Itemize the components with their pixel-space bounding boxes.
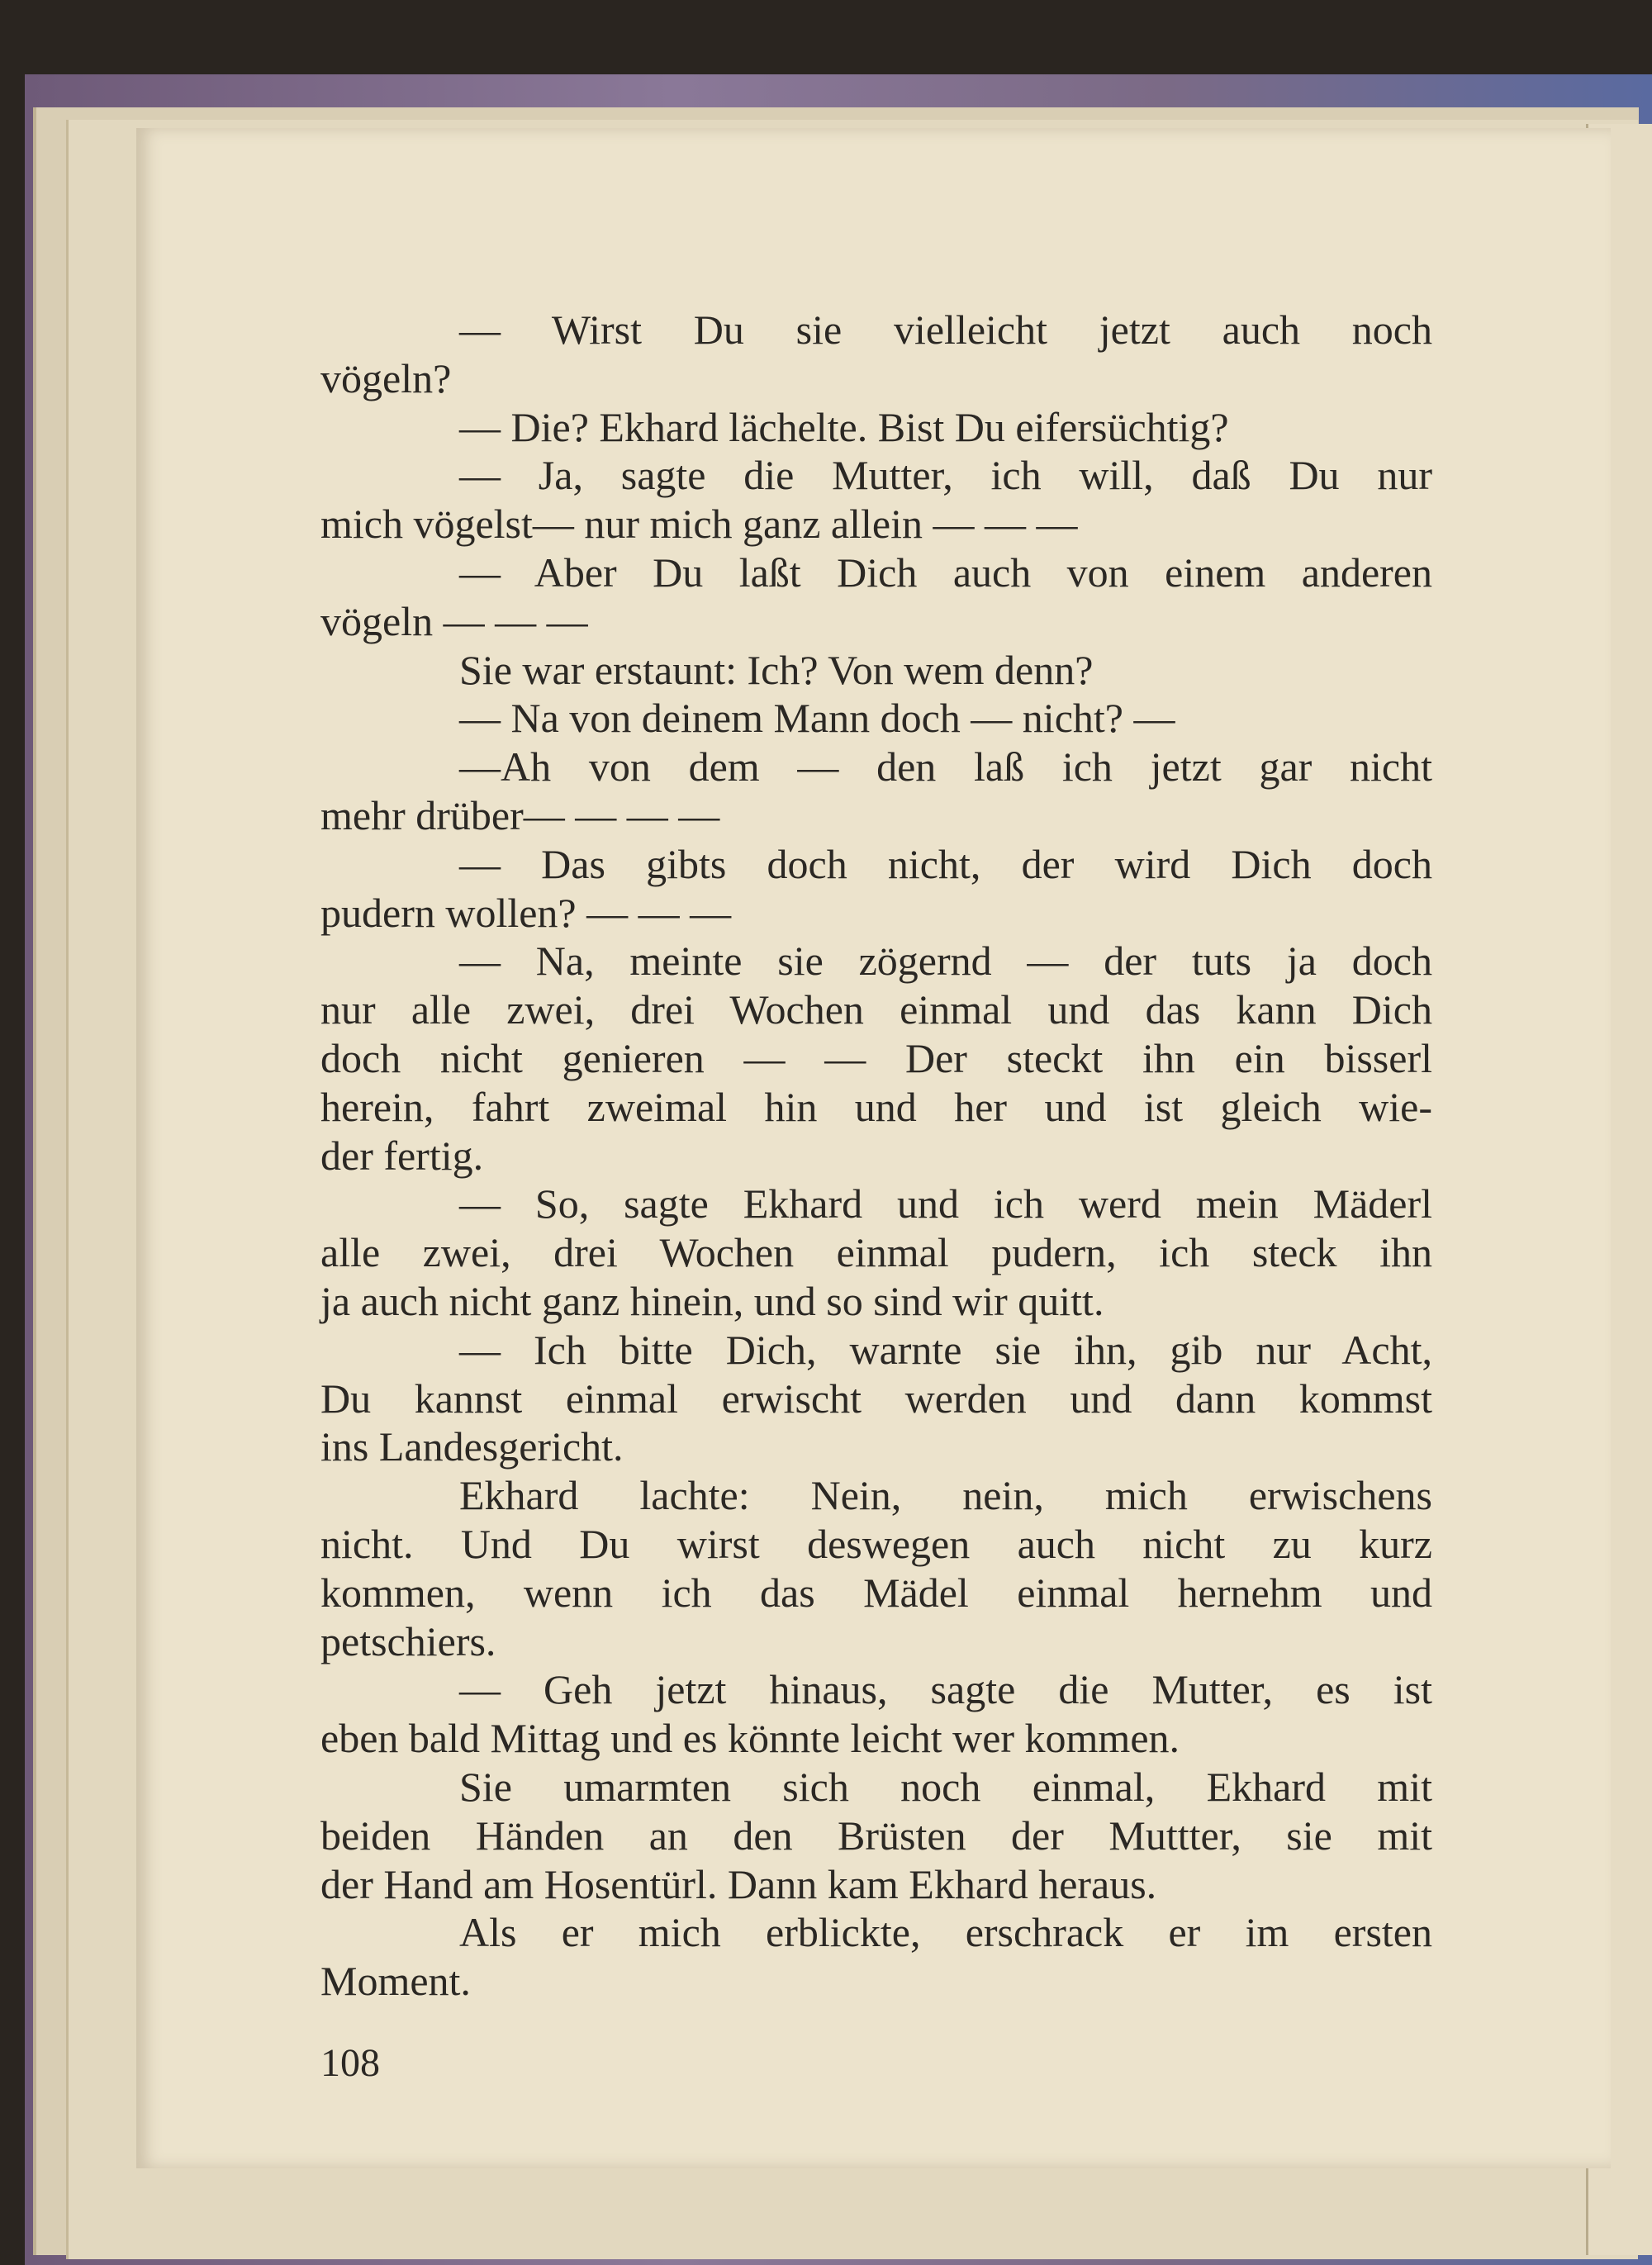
text-line: der Hand am Hosentürl. Dann kam Ekhard heraus.: [320, 1860, 1157, 1907]
text-line: Sie war erstaunt: Ich? Von wem denn?: [459, 646, 1094, 693]
text-line: Du kannst einmal erwischt werden und dann kommst: [320, 1375, 1432, 1422]
text-line: — Geh jetzt hinaus, sagte die Mutter, es ist: [459, 1666, 1432, 1713]
text-line: Moment.: [320, 1958, 471, 2005]
text-line: — Na, meinte sie zögernd — der tuts ja doch: [459, 938, 1432, 985]
text-line: —Ah von dem — den laß ich jetzt gar nicht: [459, 743, 1432, 791]
text-line: mich vögelst— nur mich ganz allein — — —: [320, 501, 1078, 548]
text-line: mehr drüber— — — —: [320, 791, 720, 838]
text-line: pudern wollen? — — —: [320, 889, 732, 936]
text-line: der fertig.: [320, 1132, 484, 1179]
text-line: Sie umarmten sich noch einmal, Ekhard mit: [459, 1763, 1432, 1810]
text-line: — So, sagte Ekhard und ich werd mein Mäderl: [459, 1180, 1432, 1227]
text-line: — Na von deinem Mann doch — nicht? —: [459, 695, 1175, 742]
text-line: nur alle zwei, drei Wochen einmal und das kann Dich: [320, 986, 1432, 1033]
text-line: doch nicht genieren — — Der steckt ihn ein bisserl: [320, 1034, 1432, 1081]
text-line: — Ja, sagte die Mutter, ich will, daß Du nur: [459, 452, 1432, 499]
text-line: — Die? Ekhard lächelte. Bist Du eifersüchtig?: [459, 403, 1229, 450]
text-line: — Aber Du laßt Dich auch von einem anderen: [459, 548, 1432, 596]
text-line: vögeln — — —: [320, 597, 588, 644]
text-line: kommen, wenn ich das Mädel einmal hernehm und: [320, 1569, 1432, 1616]
text-line: — Wirst Du sie vielleicht jetzt auch noch: [459, 306, 1432, 353]
text-line: alle zwei, drei Wochen einmal pudern, ich steck ihn: [320, 1229, 1432, 1276]
text-line: — Das gibts doch nicht, der wird Dich doch: [459, 840, 1432, 887]
text-line: Als er mich erblickte, erschrack er im ersten: [459, 1909, 1432, 1956]
text-line: ins Landesgericht.: [320, 1423, 624, 1470]
text-line: vögeln?: [320, 354, 452, 401]
page-text: [320, 306, 1432, 2006]
text-line: Ekhard lachte: Nein, nein, mich erwischens: [459, 1472, 1432, 1519]
text-line: beiden Händen an den Brüsten der Muttter, sie mit: [320, 1812, 1432, 1859]
text-line: — Ich bitte Dich, warnte sie ihn, gib nur Acht,: [459, 1326, 1432, 1373]
text-line: petschiers.: [320, 1617, 496, 1664]
text-line: nicht. Und Du wirst deswegen auch nicht zu kurz: [320, 1520, 1432, 1567]
page-number: 108: [320, 2041, 380, 2085]
text-line: ja auch nicht ganz hinein, und so sind wir quitt.: [320, 1277, 1104, 1324]
text-line: eben bald Mittag und es könnte leicht wer kommen.: [320, 1715, 1180, 1762]
text-line: herein, fahrt zweimal hin und her und ist gleich wie-: [320, 1083, 1432, 1130]
